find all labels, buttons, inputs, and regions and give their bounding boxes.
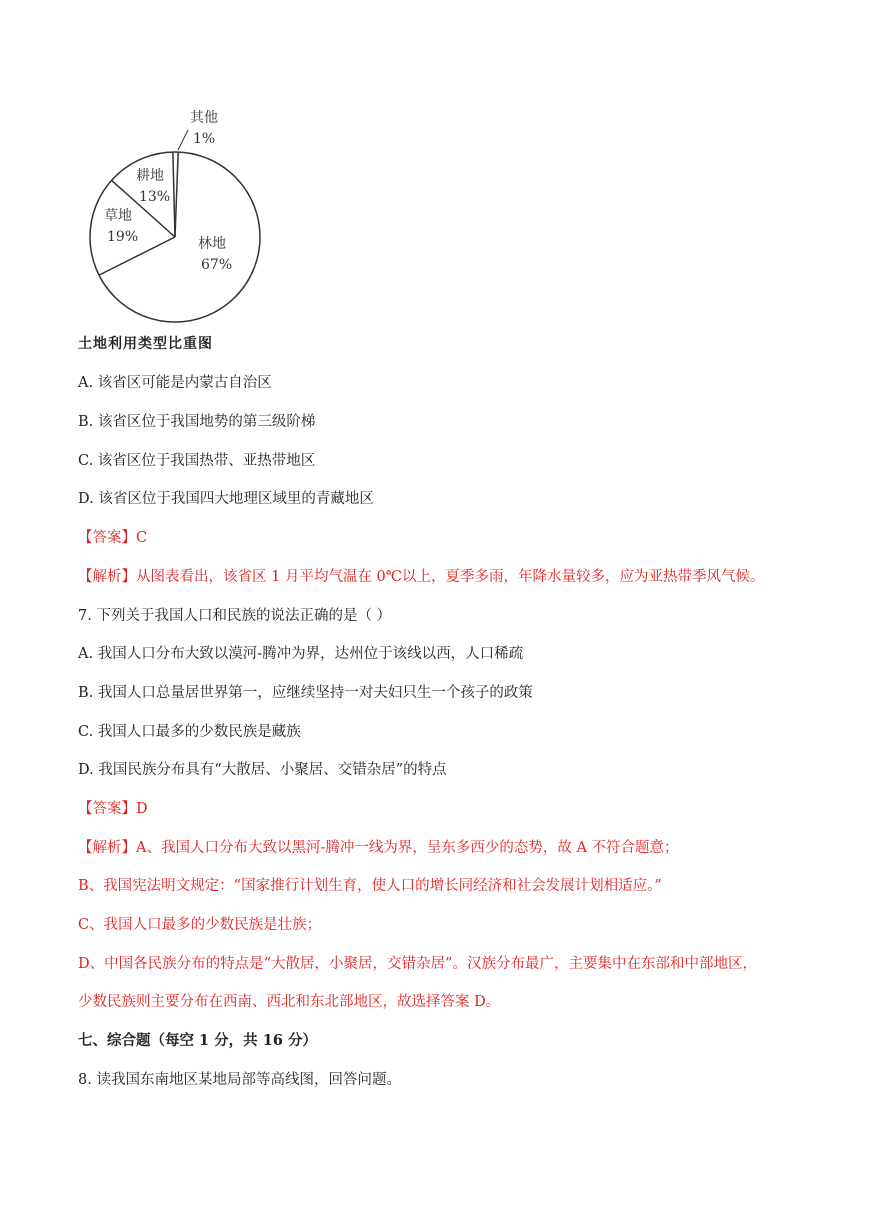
q8-question: 8. 读我国东南地区某地局部等高线图，回答问题。	[78, 1072, 401, 1088]
q7-analysis-line: 少数民族则主要分布在西南、西北和东北部地区，故选择答案 D。	[78, 994, 501, 1010]
pie-slice-label: 耕地 13%	[136, 168, 171, 205]
q7-option-b: B. 我国人口总量居世界第一，应继续坚持一对夫妇只生一个孩子的政策	[78, 685, 533, 701]
q7-option-d: D. 我国民族分布具有“大散居、小聚居、交错杂居”的特点	[78, 762, 447, 778]
land-use-pie-chart	[78, 100, 268, 350]
section-heading: 七、综合题（每空 1 分，共 16 分）	[78, 1032, 317, 1049]
q7-analysis-line: D、中国各民族分布的特点是“大散居，小聚居，交错杂居”。汉族分布最广，主要集中在东部和中部地区，	[78, 956, 757, 972]
q7-analysis-line: C、我国人口最多的少数民族是壮族；	[78, 917, 322, 933]
pie-svg	[78, 100, 268, 350]
q6-option-d: D. 该省区位于我国四大地理区域里的青藏地区	[78, 491, 374, 507]
q6-option-c: C. 该省区位于我国热带、亚热带地区	[78, 453, 316, 469]
q6-analysis: 【解析】从图表看出，该省区 1 月平均气温在 0℃以上，夏季多雨，年降水量较多，应为亚热带季风气候。	[78, 569, 765, 585]
pie-slice-label: 其他 1%	[190, 110, 218, 147]
chart-title: 土地利用类型比重图	[78, 336, 213, 352]
q6-answer: 【答案】C	[78, 530, 148, 546]
pie-slice-label: 林地 67%	[198, 236, 233, 273]
pie-slice-label: 草地 19%	[104, 208, 139, 245]
q7-answer: 【答案】D	[78, 801, 148, 817]
q7-analysis-line: B、我国宪法明文规定：“国家推行计划生育，使人口的增长同经济和社会发展计划相适应。”	[78, 878, 662, 894]
q7-option-a: A. 我国人口分布大致以漠河-腾冲为界，达州位于该线以西，人口稀疏	[78, 646, 524, 662]
q6-option-b: B. 该省区位于我国地势的第三级阶梯	[78, 414, 316, 430]
q7-analysis-line: 【解析】A、我国人口分布大致以黑河-腾冲一线为界，呈东多西少的态势，故 A 不符合题意；	[78, 840, 679, 856]
q6-option-a: A. 该省区可能是内蒙古自治区	[78, 375, 272, 391]
q7-question: 7. 下列关于我国人口和民族的说法正确的是（ ）	[78, 608, 392, 624]
q7-option-c: C. 我国人口最多的少数民族是藏族	[78, 724, 301, 740]
pie-leader-line	[178, 130, 188, 150]
